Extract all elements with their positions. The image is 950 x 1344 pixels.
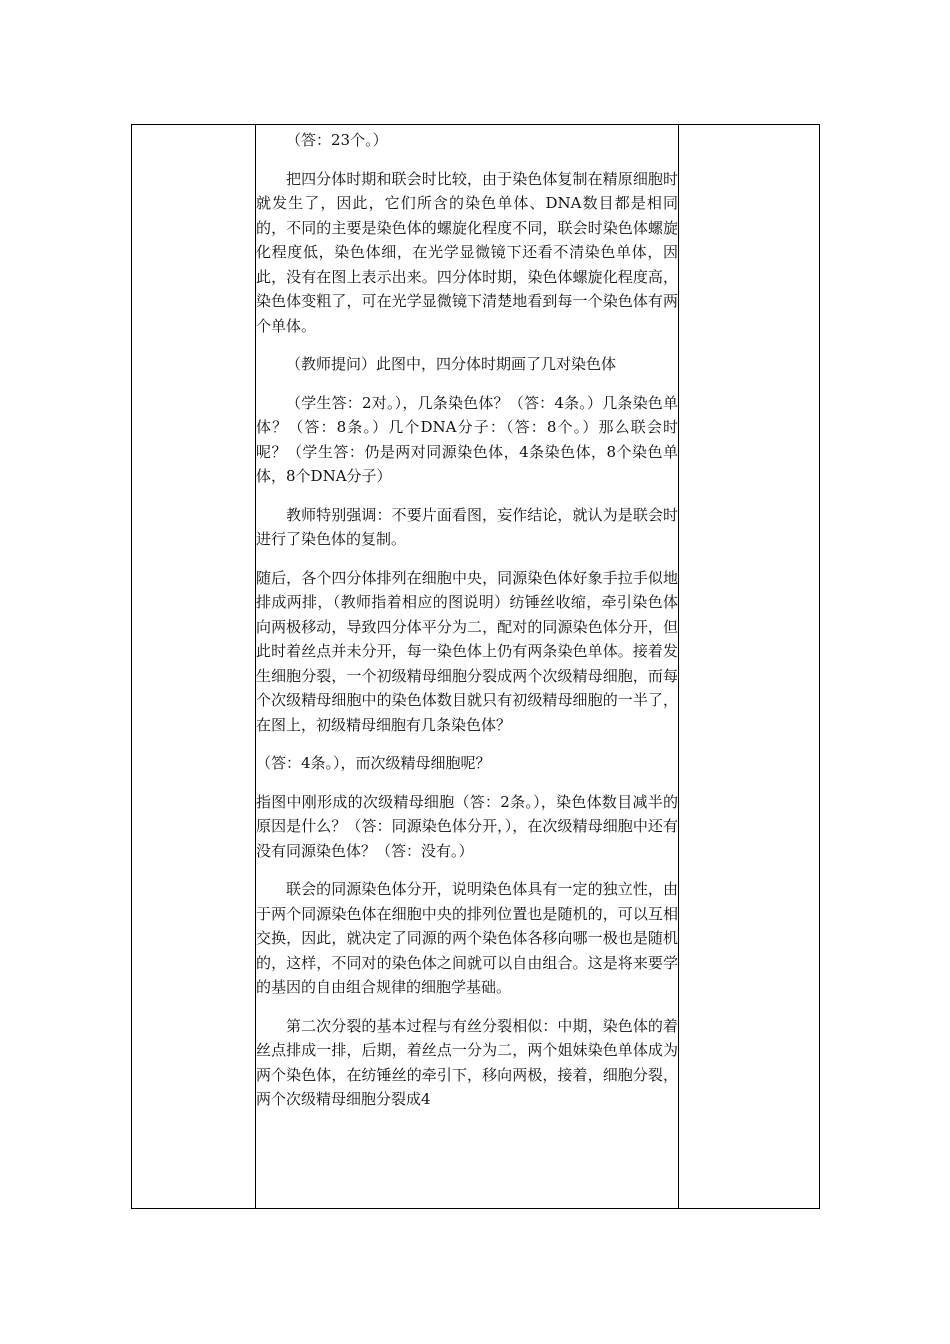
- comparison-paragraph: 把四分体时期和联会时比较，由于染色体复制在精原细胞时就发生了，因此，它们所含的染色单体、DNA数目都是相同的，不同的主要是染色体的螺旋化程度不同，联会时染色体螺旋化程度低，染色体细，在光学显微镜下还看不清染色单体，因此，没有在图上表示出来。四分体时期，染色体螺旋化程度高，染色体变粗了，可在光学显微镜下清楚地看到每一个染色体有两个单体。: [256, 169, 678, 335]
- content-column-cell: [256, 125, 679, 1209]
- second-division-paragraph: 第二次分裂的基本过程与有丝分裂相似：中期，染色体的着丝点排成一排，后期，着丝点一分为二，两个姐妹染色单体成为两个染色体，在纺锤丝的牵引下，移向两极，接着，细胞分裂，两个次级精母细胞分裂成4: [256, 1016, 678, 1108]
- tetrad-alignment-paragraph: 随后，各个四分体排列在细胞中央，同源染色体好象手拉手似地排成两排，（教师指着相应的图说明）纺锤丝收缩，牵引染色体向两极移动，导致四分体平分为二，配对的同源染色体分开，但此时着丝点并未分开，每一染色体上仍有两条染色单体。接着发生细胞分裂，一个初级精母细胞分裂成两个次级精母细胞，而每个次级精母细胞中的染色体数目就只有初级精母细胞的一半了，在图上，初级精母细胞有几条染色体？: [256, 568, 678, 734]
- right-column-cell: [679, 125, 820, 1209]
- teacher-question-paragraph: （教师提问）此图中，四分体时期画了几对染色体: [286, 355, 617, 373]
- lesson-table: [131, 124, 820, 1209]
- secondary-spermatocyte-paragraph: 指图中刚形成的次级精母细胞（答：2条。），染色体数目减半的原因是什么？（答：同源染色体分开，），在次级精母细胞中还有没有同源染色体？（答：没有。）: [256, 792, 678, 860]
- student-answer-paragraph: （学生答：2对。），几条染色体？（答：4条。）几条染色单体？（答：8条。）几个DNA分子：（答：8个。）那么联会时呢？（学生答：仍是两对同源染色体，4条染色体，8个染色单体，8个DNA分子）: [256, 393, 678, 485]
- answer-23-paragraph: （答：23个。）: [286, 131, 388, 149]
- lesson-content: [256, 128, 678, 1112]
- teacher-emphasis-paragraph: 教师特别强调：不要片面看图，妄作结论，就认为是联会时进行了染色体的复制。: [256, 505, 678, 548]
- left-column-cell: [132, 125, 256, 1209]
- answer-4-paragraph: （答：4条。），而次级精母细胞呢？: [256, 754, 491, 772]
- table-row: [132, 125, 820, 1209]
- independent-assortment-paragraph: 联会的同源染色体分开，说明染色体具有一定的独立性，由于两个同源染色体在细胞中央的排列位置也是随机的，可以互相交换，因此，就决定了同源的两个染色体各移向哪一极也是随机的，这样，不同对的染色体之间就可以自由组合。这是将来要学的基因的自由组合规律的细胞学基础。: [256, 880, 678, 996]
